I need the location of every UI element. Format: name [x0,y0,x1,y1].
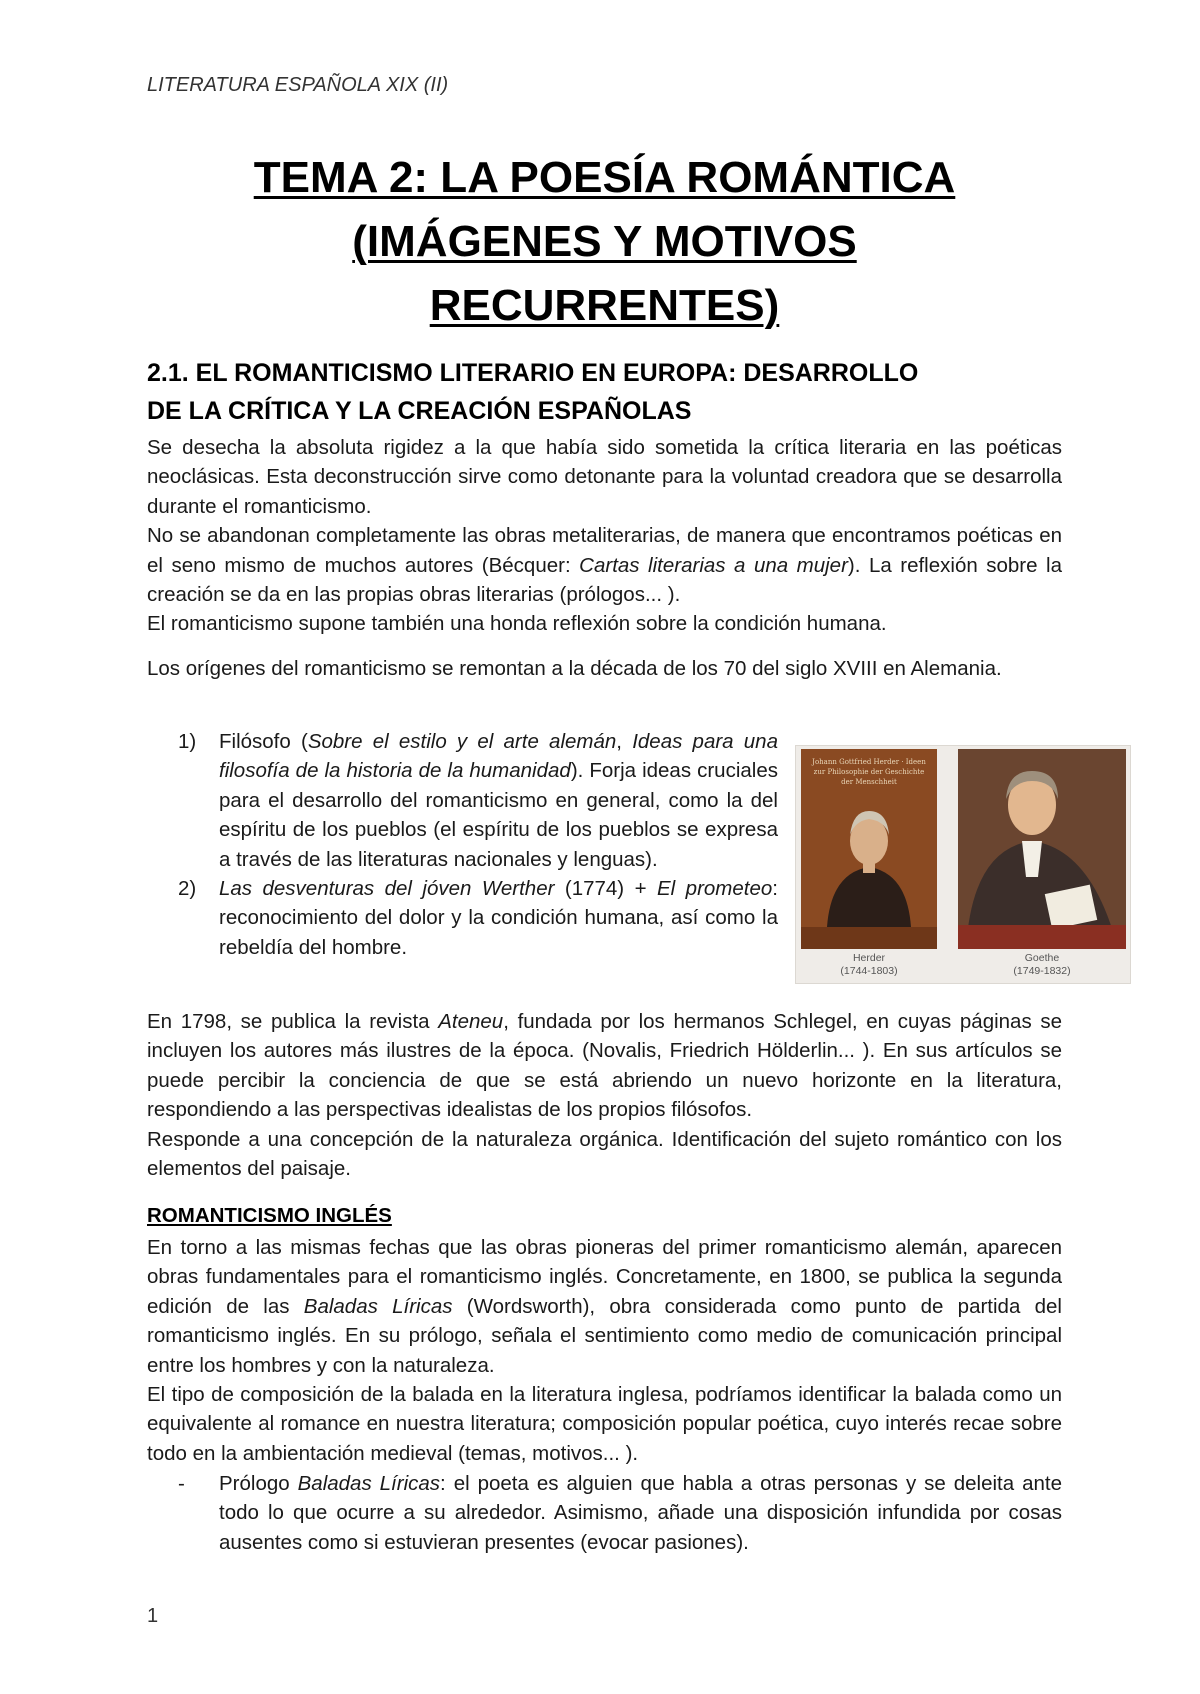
paragraph: Responde a una concepción de la naturaleza orgánica. Identificación del sujeto romántico con los elementos del paisaje. [147,1127,1062,1181]
subheading-romanticismo-ingles: ROMANTICISMO INGLÉS [147,1204,392,1227]
goethe-portrait-image [958,749,1126,949]
text-run: : el poeta es alguien que habla a otras personas y se deleita ante todo lo que ocurre a su alrededor. Asimismo, añade una disposición infundida por cosas ausentes como si estuvieran presentes (evocar pasiones). [219,1472,1063,1554]
paragraph: El tipo de composición de la balada en la literatura inglesa, podríamos identificar la balada como un equivalente al romance en nuestra literatura; composición popular poética, cuyo interés recae sobre todo en la ambientación medieval (temas, motivos... ). [147,1383,1062,1465]
title-line-3: RECURRENTES) [429,281,780,330]
text-run: En torno a las mismas fechas que las obras pioneras del primer romanticismo alemán, aparecen obras fundamentales para el romanticismo inglés. Concretamente, en 1800, se publica la segunda edición de las [147,1236,1062,1318]
title-line-2: (IMÁGENES Y MOTIVOS [352,217,857,266]
italic-title: Cartas literarias a una mujer [579,553,848,577]
list-item [178,1469,1062,1557]
caption-herder [801,952,937,978]
paragraph [147,521,1062,609]
list-number: 1) [178,730,197,753]
text-run: Prólogo [219,1472,298,1495]
herder-book-cover [801,749,937,949]
text-run: En 1798, se publica la revista [147,1010,439,1033]
numbered-list [178,727,778,962]
dash-list [178,1469,1062,1557]
list-item [178,874,778,962]
intro-block [147,433,1062,639]
paragraph: El romanticismo supone también una honda reflexión sobre la condición humana. [147,612,887,636]
text-run: ). Forja ideas cruciales para el desarrollo del romanticismo en general, como la del espíritu de los pueblos (el espíritu de los pueblos se expresa a través de las literaturas nacionales y lenguas). [219,759,778,871]
text-run: (1774) + [554,877,657,901]
italic-title: Ideas para una filosofía de la historia de la humanidad [219,730,778,783]
italic-title: Baladas Líricas [303,1294,453,1318]
text-run: , fundada por los hermanos Schlegel, en cuyas páginas se incluyen los autores más ilustres de la época. (Novalis, Friedrich Hölderlin... ). En sus artículos se puede percibir la conciencia de que se está abriendo un nuevo horizonte en la literatura, respondiendo a las perspectivas idealistas de los propios filósofos. [147,1010,1063,1122]
italic-title: El prometeo [657,877,773,901]
section-heading-line-1: 2.1. EL ROMANTICISMO LITERARIO EN EUROPA: DESARROLLO [147,359,919,387]
origins-paragraph [147,654,1062,683]
caption-name: Herder [852,952,886,964]
title-line-1: TEMA 2: LA POESÍA ROMÁNTICA [253,153,956,202]
caption-dates: (1744-1803) [840,965,898,977]
caption-goethe [974,952,1110,978]
italic-title: Las desventuras del jóven Werther [219,877,555,901]
book-title: Johann Gottfried Herder · Ideen zur Philosophie der Geschichte der Menschheit [812,758,926,786]
italic-title: Baladas Líricas [297,1472,441,1495]
herder-portrait-image [801,749,937,949]
paragraph: Los orígenes del romanticismo se remontan a la década de los 70 del siglo XVIII en Alemania. [147,657,1002,680]
text-run: ). La reflexión sobre la creación se da en las propias obras literarias (prólogos... ). [147,553,1062,607]
paragraph [147,1233,1062,1380]
paragraph: Se desecha la absoluta rigidez a la que había sido sometida la crítica literaria en las poéticas neoclásicas. Esta deconstrucción sirve como detonante para la voluntad creadora que se desarrolla durante el romanticismo. [147,436,1062,518]
caption-name: Goethe [1024,952,1060,964]
list-number: 2) [178,877,197,901]
paragraph [147,1007,1062,1125]
section-heading-line-2: DE LA CRÍTICA Y LA CREACIÓN ESPAÑOLAS [147,397,692,425]
section-heading [147,354,1062,430]
text-run: : reconocimiento del dolor y la condición humana, así como la rebeldía del hombre. [219,877,778,959]
text-run: Filósofo ( [219,730,308,753]
running-head: LITERATURA ESPAÑOLA XIX (II) [147,74,449,96]
dash-bullet: - [178,1472,185,1495]
text-run: No se abandonan completamente las obras metaliterarias, de manera que encontramos poéticas en el seno mismo de muchos autores (Bécquer: [147,524,1062,577]
italic-title: Ateneu [438,1010,504,1033]
portraits-figure [795,745,1131,984]
text-run: , [616,730,633,753]
page-title [147,146,1062,338]
italic-title: Sobre el estilo y el arte alemán [307,730,617,753]
caption-dates: (1749-1832) [1013,965,1071,977]
ingles-block [147,1233,1062,1468]
text-run: (Wordsworth), obra considerada como punto de partida del romanticismo inglés. En su prólogo, señala el sentimiento como medio de comunicación principal entre los hombres y con la naturaleza. [147,1294,1062,1377]
ateneu-block [147,1007,1062,1183]
list-item [178,727,778,874]
book-footer-band [801,927,937,949]
page-number: 1 [147,1605,159,1627]
